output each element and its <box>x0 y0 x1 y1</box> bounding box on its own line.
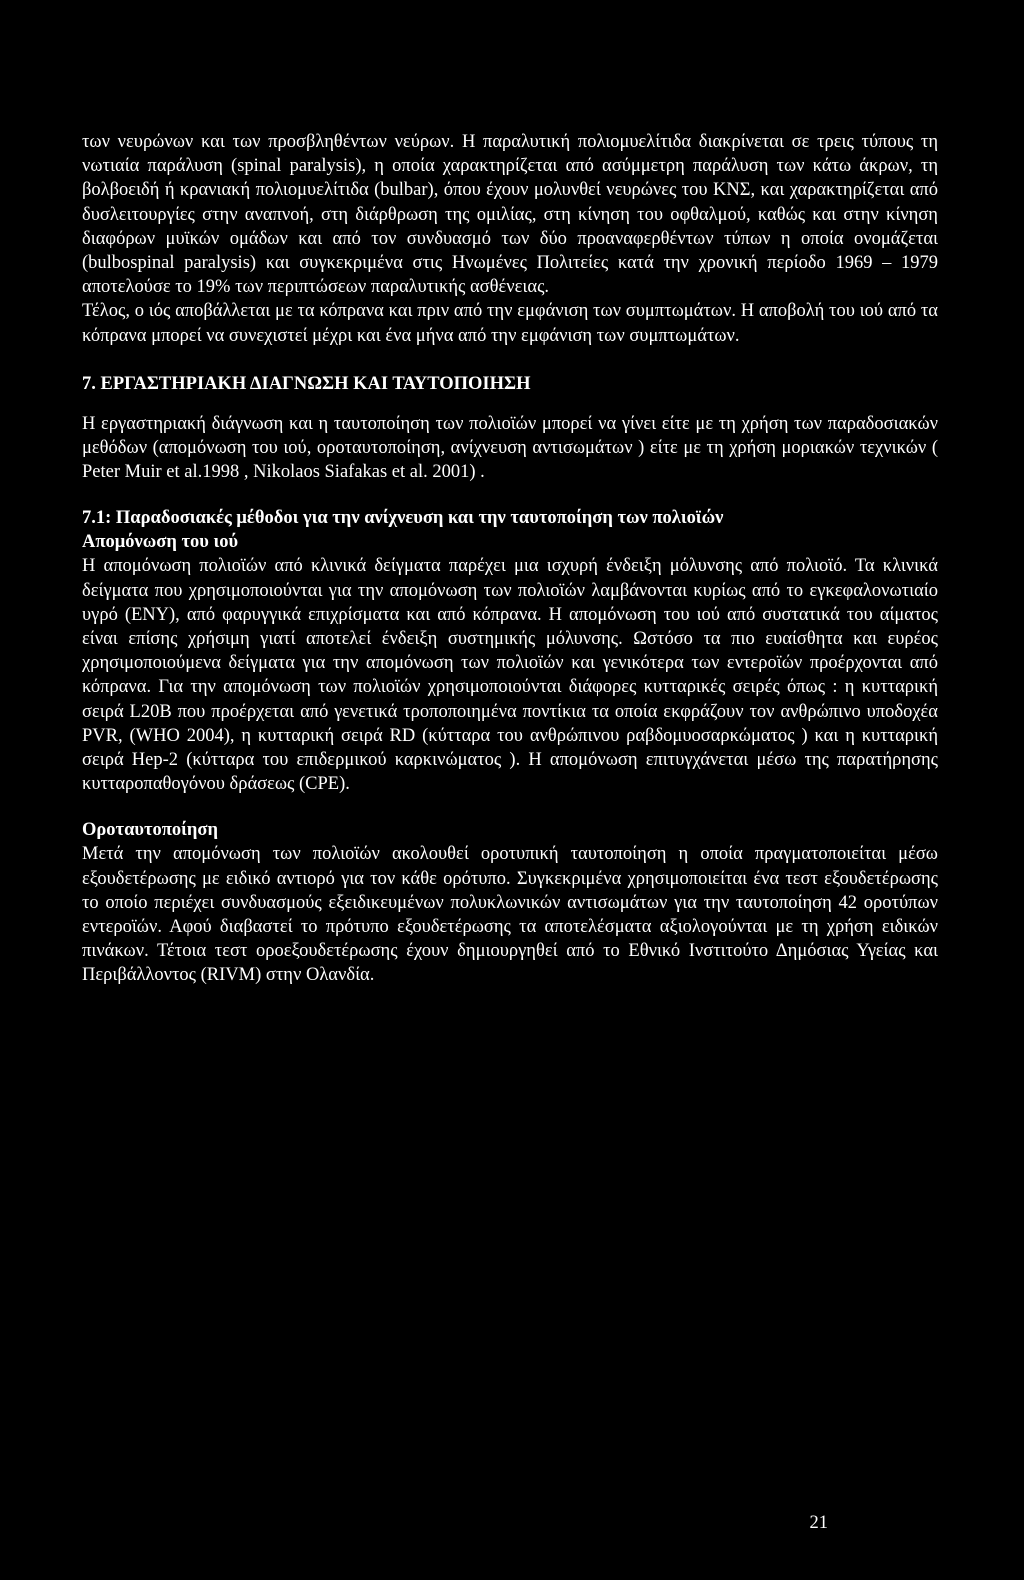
section-paragraph: Η εργαστηριακή διάγνωση και η ταυτοποίηση των πολιοϊών μπορεί να γίνει είτε με τη χρήση των παραδοσιακών μεθόδων (απομόνωση του ιού, οροταυτοποίηση, ανίχνευση αντισωμάτων ) είτε με τη χρήση μοριακών τεχνικών ( Peter Muir et al.1998 , Nikolaos Siafakas et al. 2001) . <box>82 413 938 483</box>
shedding-paragraph: Τέλος, ο ιός αποβάλλεται με τα κόπρανα και πριν από την εμφάνιση των συμπτωμάτων. Η αποβολή του ιού από τα κόπρανα μπορεί να συνεχιστεί μέχρι και ένα μήνα από την εμφάνιση των συμπτωμάτων. <box>82 301 938 346</box>
page-number: 21 <box>809 1513 828 1533</box>
section-heading: 7. ΕΡΓΑΣΤΗΡΙΑΚΗ ΔΙΑΓΝΩΣΗ ΚΑΙ ΤΑΥΤΟΠΟΙΗΣΗ <box>82 373 531 394</box>
serotyping-paragraph: Μετά την απομόνωση των πολιοϊών ακολουθεί οροτυπική ταυτοποίηση η οποία πραγματοποιείται μέσω εξουδετέρωσης με ειδικό αντιορό για τον κάθε ορότυπο. Συγκεκριμένα χρησιμοποιείται ένα τεστ εξουδετέρωσης το οποίο περιέχει συνδυασμούς εξειδικευμένων πολυκλωνικών αντισωμάτων για την ταυτοποίηση 42 οροτύπων εντεροϊών. Αφού διαβαστεί το πρότυπο εξουδετέρωσης τα αποτελέσματα αξιολογούνται με τη χρήση ειδικών πινάκων. Τέτοια τεστ οροεξουδετέρωσης έχουν δημιουργηθεί από το Εθνικό Ινστιτούτο Δημόσιας Υγείας και Περιβάλλοντος (RIVM) στην Ολανδία. <box>82 844 938 986</box>
isolation-heading: Απομόνωση του ιού <box>82 532 239 553</box>
document-body <box>82 130 938 988</box>
serotyping-heading: Οροταυτοποίηση <box>82 820 218 841</box>
subsection-heading: 7.1: Παραδοσιακές μέθοδοι για την ανίχνευση και την ταυτοποίηση των πολιοϊών <box>82 508 724 529</box>
intro-paragraph: των νευρώνων και των προσβληθέντων νεύρων. Η παραλυτική πολιομυελίτιδα διακρίνεται σε τρεις τύπους τη νωτιαία παράλυση (spinal paralysis), η οποία χαρακτηρίζεται από ασύμμετρη παράλυση των κάτω άκρων, τη βολβοειδή ή κρανιακή πολιομυελίτιδα (bulbar), όπου έχουν μολυνθεί νευρώνες του ΚΝΣ, και χαρακτηρίζεται από δυσλειτουργίες στην αναπνοή, στη διάρθρωση της ομιλίας, στη κίνηση του οφθαλμού, καθώς και στην κίνηση διαφόρων μυϊκών ομάδων και από τον συνδυασμό των δύο προαναφερθέντων τύπων η οποία ονομάζεται (bulbospinal paralysis) και συγκεκριμένα στις Ηνωμένες Πολιτείες κατά την χρονική περίοδο 1969 – 1979 αποτελούσε το 19% των περιπτώσεων παραλυτικής ασθένειας. <box>82 132 938 298</box>
isolation-paragraph: Η απομόνωση πολιοϊών από κλινικά δείγματα παρέχει μια ισχυρή ένδειξη μόλυνσης από πολιοϊό. Τα κλινικά δείγματα που χρησιμοποιούνται για την απομόνωση των πολιοϊών λαμβάνονται κυρίως από το εγκεφαλονωτιαίο υγρό (ΕΝΥ), από φαρυγγικά επιχρίσματα και από κόπρανα. Η απομόνωση του ιού από συστατικά του αίματος είναι επίσης χρήσιμη γιατί αποτελεί ένδειξη συστημικής μόλυνσης. Ωστόσο τα πιο ευαίσθητα και ευρέος χρησιμοποιούμενα δείγματα για την απομόνωση των πολιοϊών και γενικότερα των εντεροϊών προέρχονται από κόπρανα. Για την απομόνωση των πολιοϊών χρησιμοποιούνται διάφορες κυτταρικές σειρές όπως : η κυτταρική σειρά L20B που προέρχεται από γενετικά τροποποιημένα ποντίκια τα οποία εκφράζουν τον ανθρώπινο υποδοχέα PVR, (WHO 2004), η κυτταρική σειρά RD (κύτταρα του ανθρώπινου ραβδομυοσαρκώματος ) και η κυτταρική σειρά Hep-2 (κύτταρα του επιδερμικού καρκινώματος ). Η απομόνωση επιτυγχάνεται μέσω της παρατήρησης κυτταροπαθογόνου δράσεως (CPE). <box>82 556 938 795</box>
